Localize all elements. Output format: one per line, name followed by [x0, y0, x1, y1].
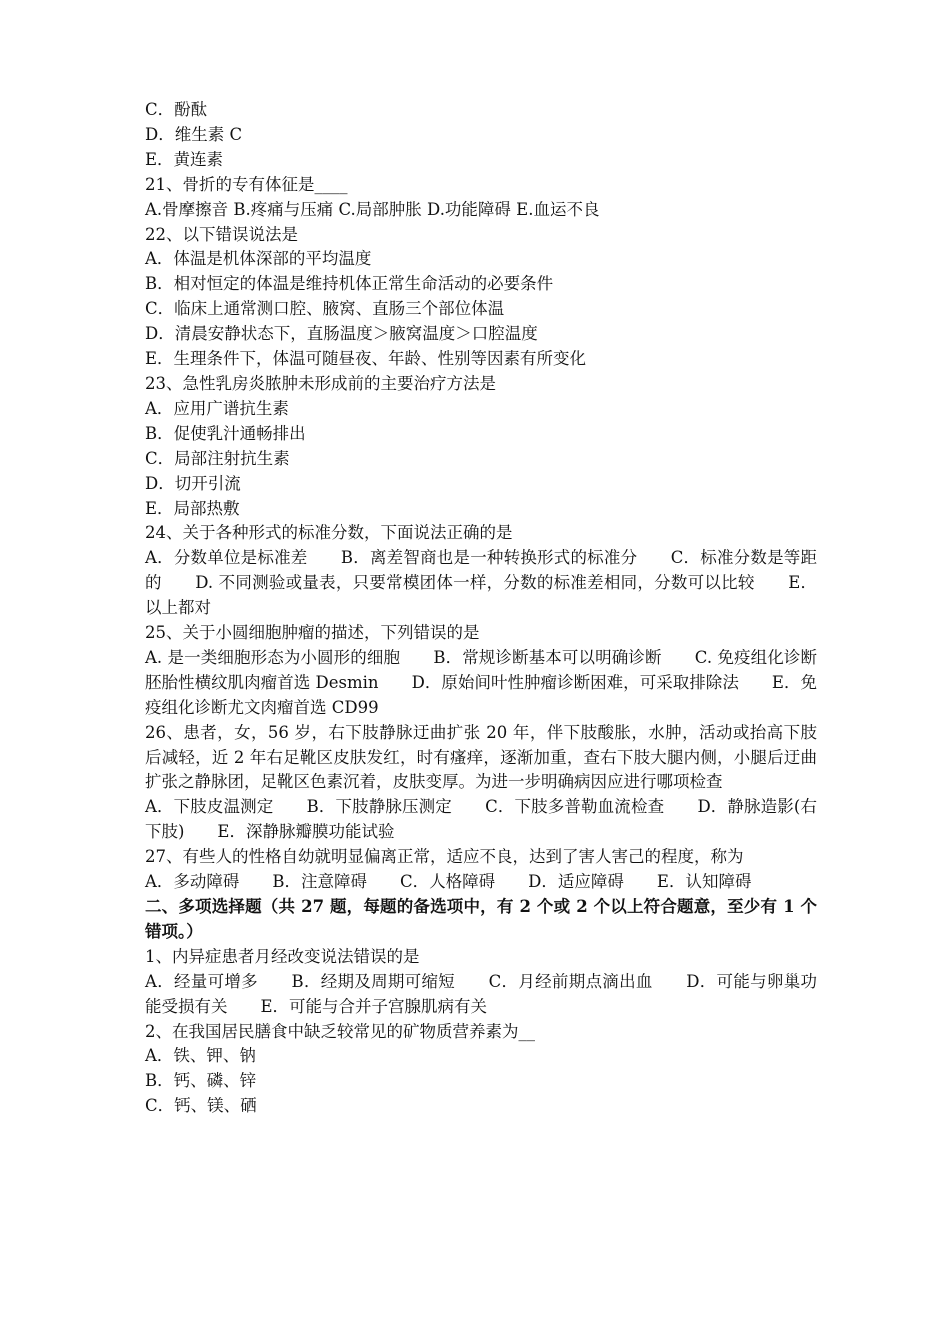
question-27: 27、有些人的性格自幼就明显偏离正常，适应不良，达到了害人害己的程度，称为	[145, 847, 744, 867]
option-line: C．局部注射抗生素	[145, 448, 290, 468]
question-22: 22、以下错误说法是	[145, 224, 298, 244]
option-line: C．钙、镁、硒	[145, 1096, 257, 1116]
multi-question-2: 2、在我国居民膳食中缺乏较常见的矿物质营养素为__	[145, 1021, 535, 1041]
option-line: B．钙、磷、锌	[145, 1071, 257, 1091]
option-line: E．局部热敷	[145, 498, 240, 518]
section-heading: 二、多项选择题（共 27 题，每题的备选项中，有 2 个或 2 个以上符合题意，至少有 1 个错项。）	[145, 897, 817, 941]
option-line: A．铁、钾、钠	[145, 1046, 256, 1066]
option-line: A．应用广谱抗生素	[145, 398, 289, 418]
question-24: 24、关于各种形式的标准分数，下面说法正确的是	[145, 523, 513, 543]
option-line: B．促使乳汁通畅排出	[145, 423, 306, 443]
multi-question-1: 1、内异症患者月经改变说法错误的是	[145, 946, 420, 966]
option-line: E．黄连素	[145, 149, 224, 169]
document-page	[145, 98, 817, 1119]
option-line: B．相对恒定的体温是维持机体正常生命活动的必要条件	[145, 274, 554, 294]
options-24: A．分数单位是标准差 B．离差智商也是一种转换形式的标准分 C．标准分数是等距的 D. 不同测验或量表，只要常模团体一样，分数的标准差相同，分数可以比较 E．以上都对	[145, 548, 817, 618]
option-line: D．维生素 C	[145, 124, 243, 144]
question-26: 26、患者，女，56 岁，右下肢静脉迂曲扩张 20 年，伴下肢酸胀，水肿，活动或抬高下肢后减轻，近 2 年右足靴区皮肤发红，时有瘙痒，逐渐加重，查右下肢大腿内侧，小腿后迂曲扩张之静脉团，足靴区色素沉着，皮肤变厚。为进一步明确病因应进行哪项检查	[145, 722, 817, 792]
question-23: 23、急性乳房炎脓肿未形成前的主要治疗方法是	[145, 373, 496, 393]
question-25: 25、关于小圆细胞肿瘤的描述，下列错误的是	[145, 623, 480, 643]
option-line: C．临床上通常测口腔、腋窝、直肠三个部位体温	[145, 299, 505, 319]
question-21: 21、骨折的专有体征是____	[145, 174, 348, 194]
options-21: A.骨摩擦音 B.疼痛与压痛 C.局部肿胀 D.功能障碍 E.血运不良	[145, 199, 600, 219]
option-line: D．切开引流	[145, 473, 241, 493]
multi-options-1: A．经量可增多 B．经期及周期可缩短 C．月经前期点滴出血 D．可能与卵巢功能受损有关 E．可能与合并子宫腺肌病有关	[145, 971, 817, 1016]
options-25: A. 是一类细胞形态为小圆形的细胞 B．常规诊断基本可以明确诊断 C. 免疫组化诊断胚胎性横纹肌肉瘤首选 Desmin D．原始间叶性肿瘤诊断困难，可采取排除法 E．免疫组化诊断尤文肉瘤首选 CD99	[145, 647, 817, 717]
option-line: E．生理条件下，体温可随昼夜、年龄、性别等因素有所变化	[145, 349, 587, 369]
option-line: D．清晨安静状态下，直肠温度＞腋窝温度＞口腔温度	[145, 324, 538, 344]
option-line: A．体温是机体深部的平均温度	[145, 249, 372, 269]
options-26: A．下肢皮温测定 B．下肢静脉压测定 C．下肢多普勒血流检查 D．静脉造影(右下肢) E．深静脉瓣膜功能试验	[145, 797, 817, 842]
options-27: A．多动障碍 B．注意障碍 C．人格障碍 D．适应障碍 E．认知障碍	[145, 872, 752, 892]
option-line: C．酚酞	[145, 100, 208, 119]
